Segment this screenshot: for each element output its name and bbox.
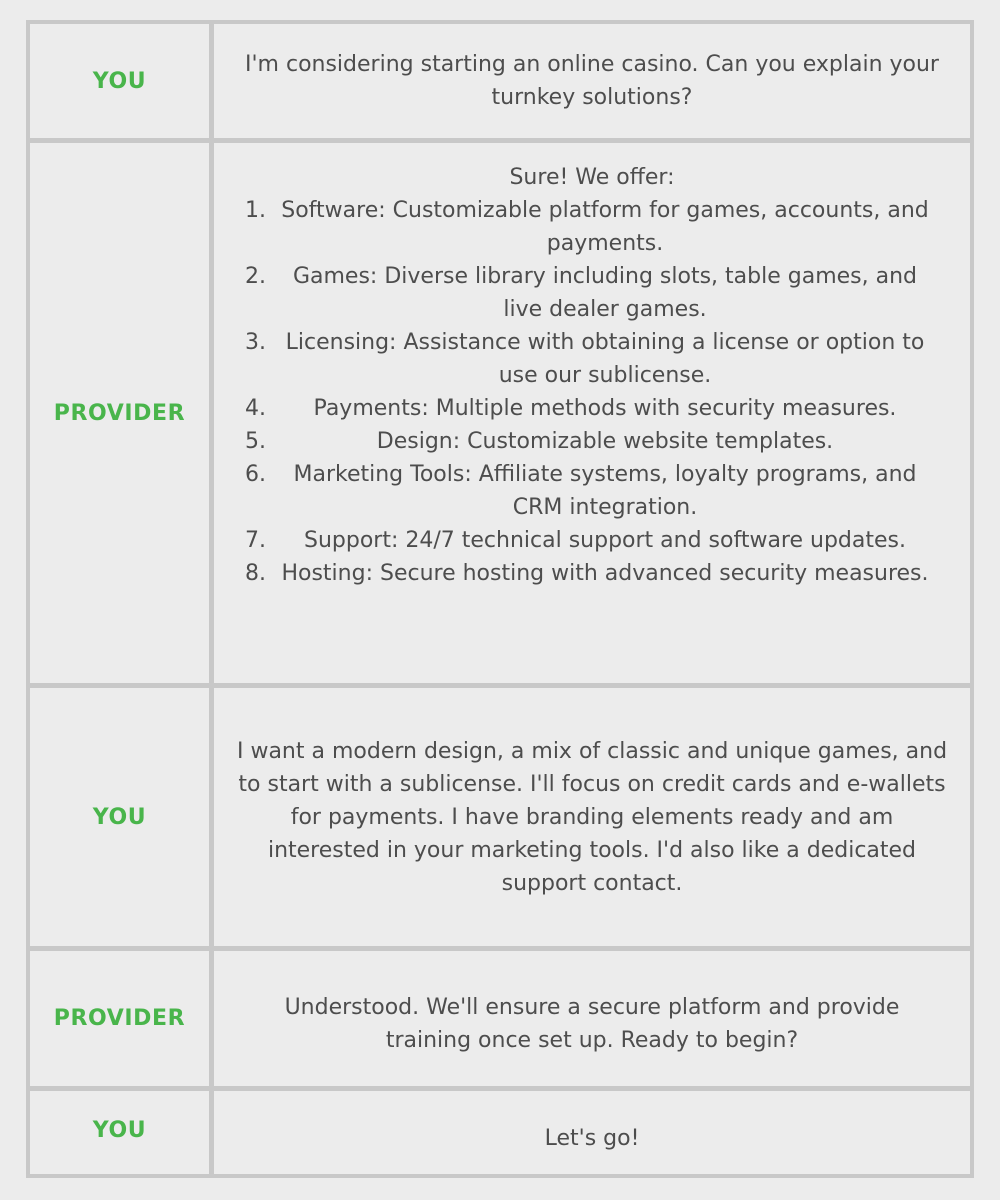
conversation-row xyxy=(30,1086,970,1174)
list-text: Payments: Multiple methods with security measures. xyxy=(313,396,897,421)
message-intro: Sure! We offer: xyxy=(509,165,675,190)
list-number: 6. xyxy=(245,462,266,487)
message-text: I'm considering starting an online casino. Can you explain your turnkey solutions? xyxy=(245,52,939,110)
speaker-label: YOU xyxy=(30,688,214,946)
list-text: Licensing: Assistance with obtaining a license or option to use our sublicense. xyxy=(285,330,925,388)
list-item xyxy=(245,392,939,425)
message-text: Let's go! xyxy=(544,1126,640,1151)
speaker-label: YOU xyxy=(30,1091,214,1174)
list-item xyxy=(245,326,939,392)
message-text: Understood. We'll ensure a secure platform and provide training once set up. Ready to begin? xyxy=(284,994,900,1053)
message-cell xyxy=(214,1091,970,1174)
message-cell xyxy=(214,951,970,1086)
list-number: 4. xyxy=(245,396,266,421)
list-number: 7. xyxy=(245,528,266,553)
conversation-row xyxy=(30,946,970,1086)
list-text: Software: Customizable platform for games, accounts, and payments. xyxy=(281,198,929,256)
list-item xyxy=(245,458,939,524)
message-cell xyxy=(214,143,970,683)
conversation-row xyxy=(30,683,970,946)
message-cell xyxy=(214,24,970,138)
message-cell xyxy=(214,688,970,946)
list-text: Support: 24/7 technical support and software updates. xyxy=(304,528,906,553)
list-number: 8. xyxy=(245,561,266,586)
list-number: 1. xyxy=(245,198,266,223)
offer-list xyxy=(245,194,939,590)
list-item xyxy=(245,260,939,326)
list-number: 2. xyxy=(245,264,266,289)
list-item xyxy=(245,557,939,590)
conversation-row xyxy=(30,138,970,683)
list-text: Design: Customizable website templates. xyxy=(376,429,834,454)
list-text: Games: Diverse library including slots, table games, and live dealer games. xyxy=(292,264,918,322)
speaker-label: PROVIDER xyxy=(30,143,214,683)
list-item xyxy=(245,194,939,260)
list-item xyxy=(245,425,939,458)
list-text: Hosting: Secure hosting with advanced security measures. xyxy=(281,561,929,586)
conversation-table xyxy=(26,20,974,1178)
list-number: 3. xyxy=(245,330,266,355)
conversation-row xyxy=(30,24,970,138)
speaker-label: YOU xyxy=(30,24,214,138)
speaker-label: PROVIDER xyxy=(30,951,214,1086)
list-item xyxy=(245,524,939,557)
list-text: Marketing Tools: Affiliate systems, loyalty programs, and CRM integration. xyxy=(293,462,917,520)
list-number: 5. xyxy=(245,429,266,454)
message-text: I want a modern design, a mix of classic and unique games, and to start with a sublicense. I'll focus on credit cards and e-wallets for payments. I have branding elements ready and am interested in your marketing tools. I'd also like a dedicated support contact. xyxy=(236,738,948,896)
